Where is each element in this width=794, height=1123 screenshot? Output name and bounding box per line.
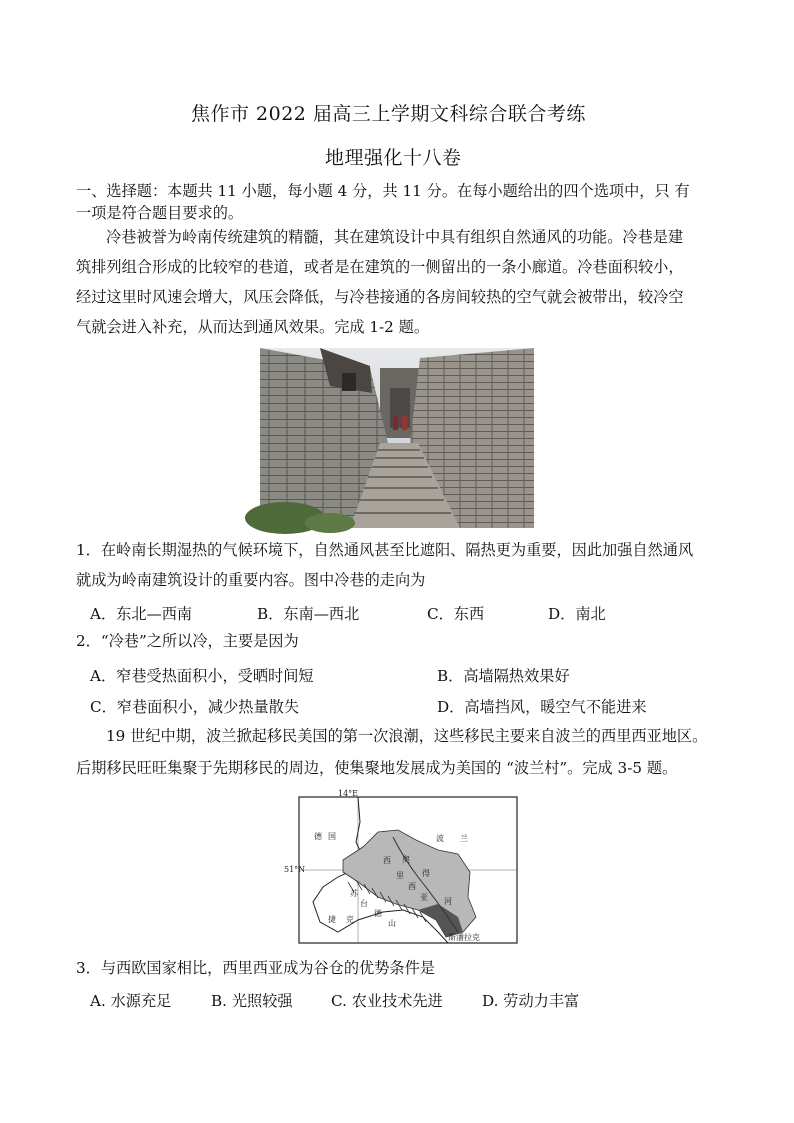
option-b: B．高墙隔热效果好	[437, 667, 570, 685]
region-label-silesia: 里	[396, 871, 404, 880]
passage-line: 气就会进入补充，从而达到通风效果。完成 1-2 题。	[76, 318, 430, 336]
country-label-poland: 波	[436, 834, 444, 843]
mountain-label-sudeten: 德	[374, 909, 382, 918]
river-label-oder: 得	[422, 869, 430, 878]
mountain-label-sudeten: 台	[360, 899, 368, 908]
passage-line: 后期移民旺旺集聚于先期移民的周边，使集聚地发展成为美国的 “波兰村”。完成 3-5 题。	[76, 759, 678, 777]
question-stem: 就成为岭南建筑设计的重要内容。图中冷巷的走向为	[76, 571, 426, 589]
country-label-germany: 德	[314, 832, 322, 841]
option-b: B．东南—西北	[257, 605, 360, 623]
option-d: D．南北	[548, 605, 606, 623]
instructions-line: 一项是符合题目要求的。	[76, 204, 244, 222]
option-a: A．窄巷受热面积小，受晒时间短	[90, 667, 314, 685]
country-label-poland: 兰	[460, 834, 468, 843]
instructions-line: 一、选择题：本题共 11 小题，每小题 4 分，共 11 分。在每小题给出的四个选项中，只 有	[76, 182, 690, 200]
country-label-germany: 国	[328, 832, 336, 841]
passage-line: 19 世纪中期，波兰掀起移民美国的第一次浪潮，这些移民主要来自波兰的西里西亚地区。	[106, 727, 708, 745]
cold-alley-photo	[260, 348, 534, 528]
option-b: B. 光照较强	[211, 992, 293, 1010]
region-label-silesia: 西	[383, 856, 391, 865]
option-d: D. 劳动力丰富	[482, 992, 580, 1010]
country-label-czech: 捷	[328, 915, 336, 924]
mountain-label-sudeten: 苏	[350, 889, 358, 898]
country-label-czech: 克	[346, 915, 354, 924]
latitude-label: 51°N	[284, 865, 306, 874]
question-stem: 3．与西欧国家相比，西里西亚成为谷仓的优势条件是	[76, 959, 435, 977]
option-a: A. 水源充足	[90, 992, 172, 1010]
mountain-label-sudeten: 山	[388, 919, 396, 928]
page-title: 焦作市 2022 届高三上学期文科综合联合考练	[191, 103, 586, 125]
passage-line: 冷巷被誉为岭南传统建筑的精髓，其在建筑设计中具有组织自然通风的功能。冷巷是建	[106, 228, 684, 246]
option-d: D．高墙挡风，暖空气不能进来	[437, 698, 647, 716]
question-stem: 2．“冷巷”之所以冷，主要是因为	[76, 632, 299, 650]
question-stem: 1．在岭南长期湿热的气候环境下，自然通风甚至比遮阳、隔热更为重要，因此加强自然通风	[76, 541, 694, 559]
river-label-oder: 奥	[402, 855, 410, 864]
region-label-silesia: 亚	[420, 893, 428, 902]
option-c: C. 农业技术先进	[331, 992, 443, 1010]
passage-line: 筑排列组合形成的比较窄的巷道，或者是在建筑的一侧留出的一条小廊道。冷巷面积较小，	[76, 258, 684, 276]
silesia-map	[284, 789, 518, 944]
option-a: A．东北—西南	[90, 605, 193, 623]
city-label: 斯潘拉克	[448, 933, 480, 942]
longitude-label: 14°E	[338, 789, 359, 798]
river-label-oder: 河	[444, 897, 452, 906]
option-c: C．窄巷面积小，减少热量散失	[90, 698, 300, 716]
option-c: C．东西	[427, 605, 485, 623]
region-label-silesia: 西	[408, 882, 416, 891]
page-subtitle: 地理强化十八卷	[325, 147, 462, 169]
passage-line: 经过这里时风速会增大，风压会降低，与冷巷接通的各房间较热的空气就会被带出，较冷空	[76, 288, 684, 306]
